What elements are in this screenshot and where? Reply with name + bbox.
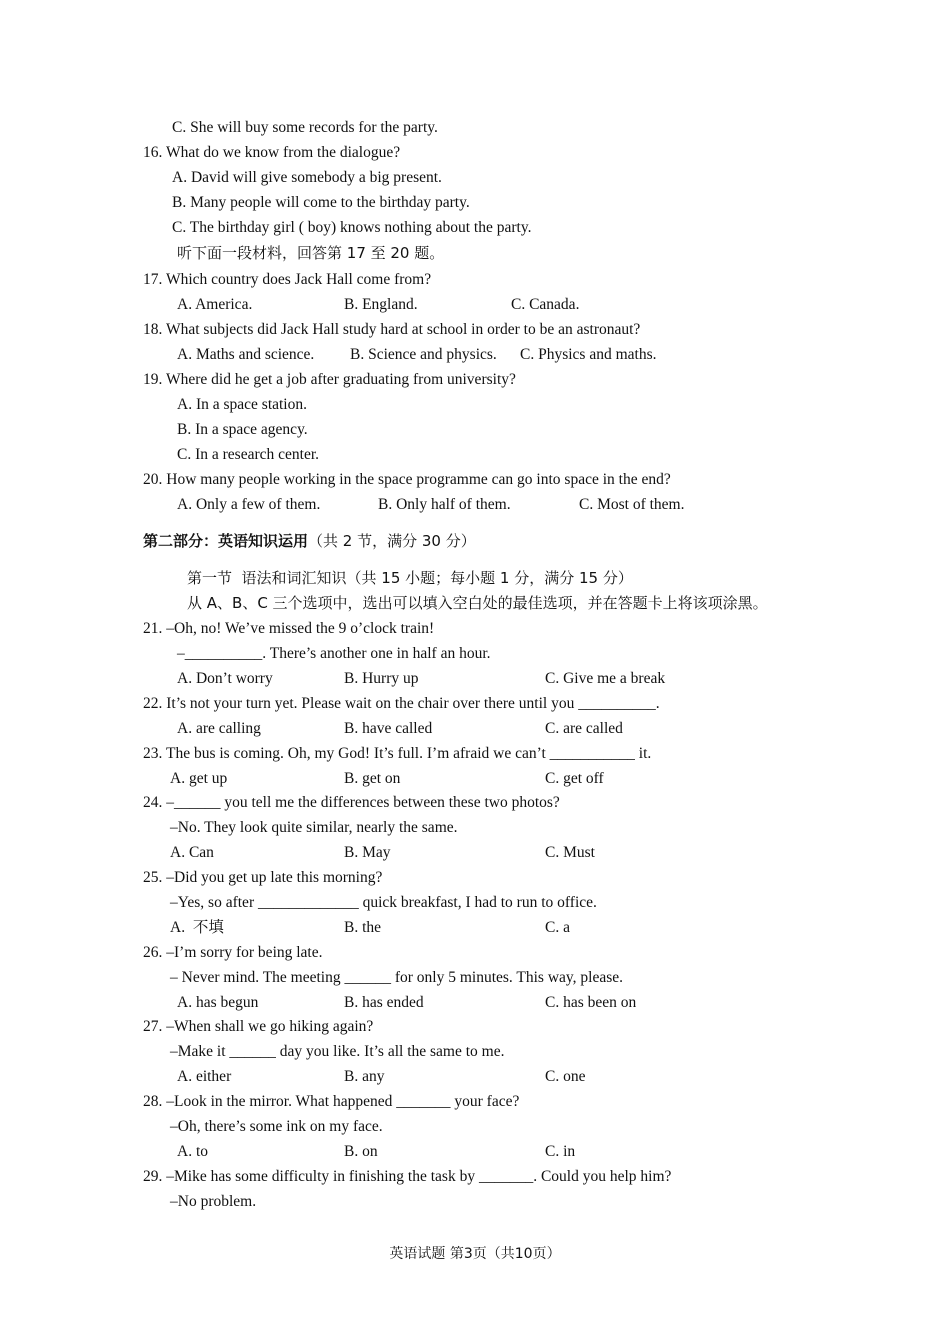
q25-option-b: B. the — [344, 919, 382, 936]
q18-option-a: A. Maths and science. — [177, 346, 315, 363]
q20-question: 20. How many people working in the space programme can go into space in the end? — [143, 471, 671, 488]
q19-option-b: B. In a space agency. — [177, 421, 308, 438]
q28-option-a: A. to — [177, 1143, 208, 1160]
q28-question: 28. –Look in the mirror. What happened _______ your face? — [143, 1093, 520, 1110]
q21-option-a: A. Don’t worry — [177, 670, 273, 687]
q26-option-b: B. has ended — [344, 994, 424, 1011]
q24-option-c: C. Must — [545, 844, 595, 861]
q29-reply: –No problem. — [170, 1193, 257, 1210]
part2-score: （共 2 节，满分 30 分） — [308, 532, 476, 550]
q27-option-c: C. one — [545, 1068, 586, 1085]
q24-reply: –No. They look quite similar, nearly the same. — [170, 819, 458, 836]
q20-option-c: C. Most of them. — [579, 496, 685, 513]
q28-option-c: C. in — [545, 1143, 576, 1160]
q23-question: 23. The bus is coming. Oh, my God! It’s full. I’m afraid we can’t ___________ it. — [143, 745, 652, 762]
listening-instruction: 听下面一段材料，回答第 17 至 20 题。 — [177, 244, 445, 262]
q23-option-a: A. get up — [170, 770, 228, 787]
q26-option-a: A. has begun — [177, 994, 259, 1011]
q25-reply: –Yes, so after _____________ quick breakfast, I had to run to office. — [170, 894, 597, 911]
q22-option-c: C. are called — [545, 720, 623, 737]
q18-question: 18. What subjects did Jack Hall study hard at school in order to be an astronaut? — [143, 321, 641, 338]
q23-option-b: B. get on — [344, 770, 401, 787]
q15-option-c: C. She will buy some records for the party. — [172, 119, 438, 136]
part2-heading — [143, 531, 476, 552]
q16-question: 16. What do we know from the dialogue? — [143, 144, 401, 161]
q21-option-c: C. Give me a break — [545, 670, 666, 687]
section1-instruction: 从 A、B、C 三个选项中，选出可以填入空白处的最佳选项，并在答题卡上将该项涂黑。 — [187, 594, 768, 612]
q18-option-b: B. Science and physics. — [350, 346, 497, 363]
q24-option-b: B. May — [344, 844, 391, 861]
q19-question: 19. Where did he get a job after graduating from university? — [143, 371, 516, 388]
q26-reply: – Never mind. The meeting ______ for only 5 minutes. This way, please. — [170, 969, 624, 986]
q17-question: 17. Which country does Jack Hall come from? — [143, 271, 432, 288]
q21-reply: –__________. There’s another one in half an hour. — [177, 645, 491, 662]
q21-option-b: B. Hurry up — [344, 670, 419, 687]
page-footer: 英语试题 第3页（共10页） — [389, 1246, 561, 1262]
q27-option-a: A. either — [177, 1068, 232, 1085]
q26-question: 26. –I’m sorry for being late. — [143, 944, 323, 961]
q20-option-b: B. Only half of them. — [378, 496, 511, 513]
q20-option-a: A. Only a few of them. — [177, 496, 321, 513]
q17-option-a: A. America. — [177, 296, 253, 313]
q22-question: 22. It’s not your turn yet. Please wait on the chair over there until you __________. — [143, 695, 660, 712]
q23-option-c: C. get off — [545, 770, 604, 787]
q24-option-a: A. Can — [170, 844, 214, 861]
q28-reply: –Oh, there’s some ink on my face. — [170, 1118, 383, 1135]
q27-option-b: B. any — [344, 1068, 385, 1085]
q24-question: 24. –______ you tell me the differences between these two photos? — [143, 794, 560, 811]
q25-option-a: A. 不填 — [170, 919, 224, 936]
q28-option-b: B. on — [344, 1143, 378, 1160]
q27-question: 27. –When shall we go hiking again? — [143, 1018, 374, 1035]
section1-heading: 第一节 语法和词汇知识（共 15 小题；每小题 1 分，满分 15 分） — [187, 569, 633, 587]
part2-title: 第二部分：英语知识运用 — [143, 532, 309, 550]
q25-option-c: C. a — [545, 919, 570, 936]
q16-option-c: C. The birthday girl ( boy) knows nothing about the party. — [172, 219, 532, 236]
q22-option-a: A. are calling — [177, 720, 261, 737]
q21-question: 21. –Oh, no! We’ve missed the 9 o’clock train! — [143, 620, 435, 637]
q18-option-c: C. Physics and maths. — [520, 346, 657, 363]
q17-option-c: C. Canada. — [511, 296, 580, 313]
q25-question: 25. –Did you get up late this morning? — [143, 869, 383, 886]
q19-option-c: C. In a research center. — [177, 446, 320, 463]
q22-option-b: B. have called — [344, 720, 433, 737]
q16-option-a: A. David will give somebody a big present. — [172, 169, 442, 186]
q27-reply: –Make it ______ day you like. It’s all the same to me. — [170, 1043, 505, 1060]
q26-option-c: C. has been on — [545, 994, 637, 1011]
q17-option-b: B. England. — [344, 296, 418, 313]
q29-question: 29. –Mike has some difficulty in finishing the task by _______. Could you help him? — [143, 1168, 672, 1185]
q16-option-b: B. Many people will come to the birthday party. — [172, 194, 470, 211]
q19-option-a: A. In a space station. — [177, 396, 307, 413]
